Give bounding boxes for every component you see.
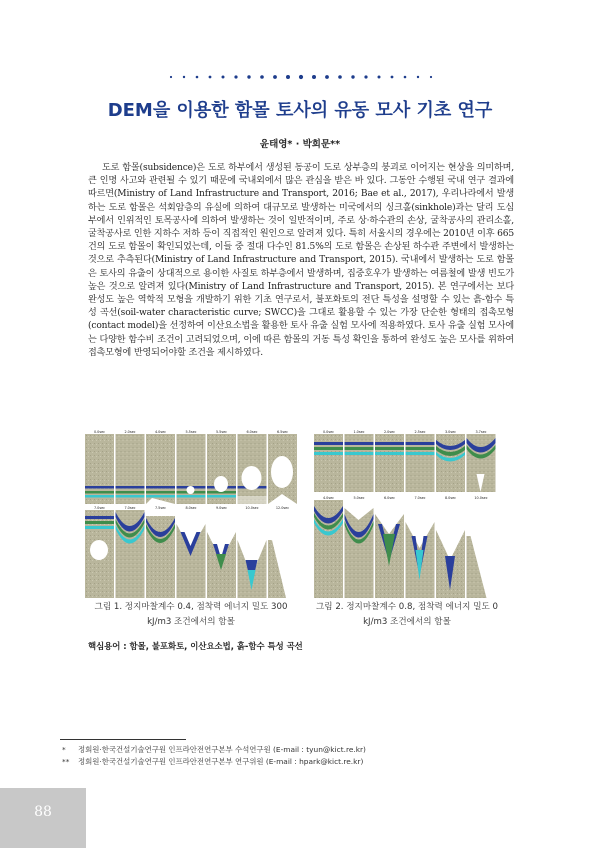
panel-time-label: 3.0sec	[444, 430, 457, 434]
author-line: 윤태영* · 박희문**	[259, 139, 341, 150]
figure-2-caption: 그림 2. 정지마찰계수 0.8, 점착력 에너지 밀도 0 kJ/m3 조건에서의 함몰	[315, 602, 498, 627]
abstract-paragraph: 도로 함몰(subsidence)은 도로 하부에서 생성된 동공이 도로 상부층의 붕괴로 이어지는 현상을 의미하며, 큰 인명 사고와 관련될 수 있기 때문에 국내외에서 많은 관심을 받은 바 있다. 그동안 수행된 국내 연구 결과에 따르면(Ministry of Land Infrastructure and Transport, 2016; Bae et al., 2017), 우리나라에서 발생하는 도로 함몰은 석회암층의 유실에 의하여 대규모로 발생하는 미국에서의 싱크홀(sinkhole)과는 달리 도심부에서 인위적인 토목공사에 의하여 발생하는 것이 일반적이며, 주로 상·하수관의 손상, 굴착공사의 관리소홀, 굴착공사로 인한 지하수 저하 등이 직접적인 원인으로 알려져 있다. 특히 서울시의 경우에는 2010년 이후 665건의 도로 함몰이 확인되었는데, 이들 중 절대 다수인 81.5%의 도로 함몰은 손상된 하수관 주변에서 발생하는 것으로 추측된다(Ministry of Land Infrastructure and Transport, 2015). 국내에서 발생하는 도로 함몰은 토사의 유출이 상대적으로 용이한 사질토 하부층에서 발생하며, 집중호우가 발생하는 여름철에 발생 빈도가 높은 것으로 알려져 있다(Ministry of Land Infrastructure and Transport, 2015). 본 연구에서는 보다 완성도 높은 역학적 모형을 개발하기 위한 기초 연구로서, 불포화토의 전단 특성을 설명할 수 있는 흙-함수 특성 곡선(soil-water characteristic curve; SWCC)을 그대로 활용할 수 있는 가장 단순한 형태의 접촉모형(contact model)을 선정하여 이산요소법을 활용한 토사 유출 실험 모사에 적용하였다. 토사 유출 실험 모사에는 다양한 함수비 조건이 고려되었으며, 이에 따른 함몰의 거동 특성 확인을 통하여 완성도 높은 모사를 위하여 접촉모형에 반영되어야할 조건을 제시하였다.	[88, 163, 514, 358]
panel-time-label: 4.0sec	[154, 430, 167, 434]
footnote-marker: *	[62, 745, 66, 754]
figure-2-simulation-image	[314, 428, 496, 598]
panel-time-label: 1.0sec	[353, 430, 365, 434]
panel-time-label: 12.0sec	[275, 506, 290, 510]
panel-time-label: 6.0sec	[383, 496, 396, 500]
panel-time-label: 6.5sec	[276, 430, 289, 434]
panel-time-label: 7.5sec	[154, 506, 167, 510]
panel-time-label: 4.0sec	[322, 496, 335, 500]
panel-time-label: 2.0sec	[124, 430, 136, 434]
panel-time-label: 9.0sec	[215, 506, 228, 510]
panel-time-label: 5.5sec	[185, 430, 197, 434]
footnote-marker: **	[62, 757, 70, 766]
panel-time-label: 0.0sec	[322, 430, 335, 434]
footnote-divider	[60, 739, 186, 740]
panel-time-label: 7.0sec	[124, 506, 136, 510]
keywords: 핵심용어 : 함몰, 불포화토, 이산요소법, 흙-함수 특성 곡선	[88, 641, 303, 651]
figure-1-caption: 그림 1. 정지마찰계수 0.4, 점착력 에너지 밀도 300 kJ/m3 조건에서의 함몰	[94, 602, 288, 627]
panel-time-label: 7.0sec	[414, 496, 426, 500]
panel-time-label: 0.0sec	[93, 430, 106, 434]
footnote-2	[62, 756, 363, 767]
footnote-1	[62, 744, 366, 755]
panel-time-label: 8.0sec	[444, 496, 457, 500]
figure-1-simulation-image	[85, 428, 297, 598]
paper-title: DEM을 이용한 함몰 토사의 유동 모사 기초 연구	[107, 100, 493, 121]
panel-time-label: 7.0sec	[93, 506, 106, 510]
panel-time-label: 5.5sec	[215, 430, 228, 434]
panel-time-label: 2.5sec	[414, 430, 426, 434]
panel-time-label: 6.0sec	[246, 430, 258, 434]
panel-time-label: 8.0sec	[185, 506, 197, 510]
footnote-text: 정회원·한국건설기술연구원 인프라안전연구본부 연구위원 (E-mail : hpark@kict.re.kr)	[78, 757, 364, 766]
decorative-dot-row	[166, 72, 436, 82]
panel-time-label: 10.0sec	[474, 496, 488, 500]
panel-time-label: 3.7sec	[475, 430, 487, 434]
panel-time-label: 2.0sec	[383, 430, 396, 434]
panel-time-label: 10.0sec	[245, 506, 259, 510]
panel-time-label: 5.0sec	[353, 496, 365, 500]
page-number: 88	[34, 804, 52, 820]
footnote-text: 정회원·한국건설기술연구원 인프라안전연구본부 수석연구원 (E-mail : tyun@kict.re.kr)	[78, 745, 366, 754]
